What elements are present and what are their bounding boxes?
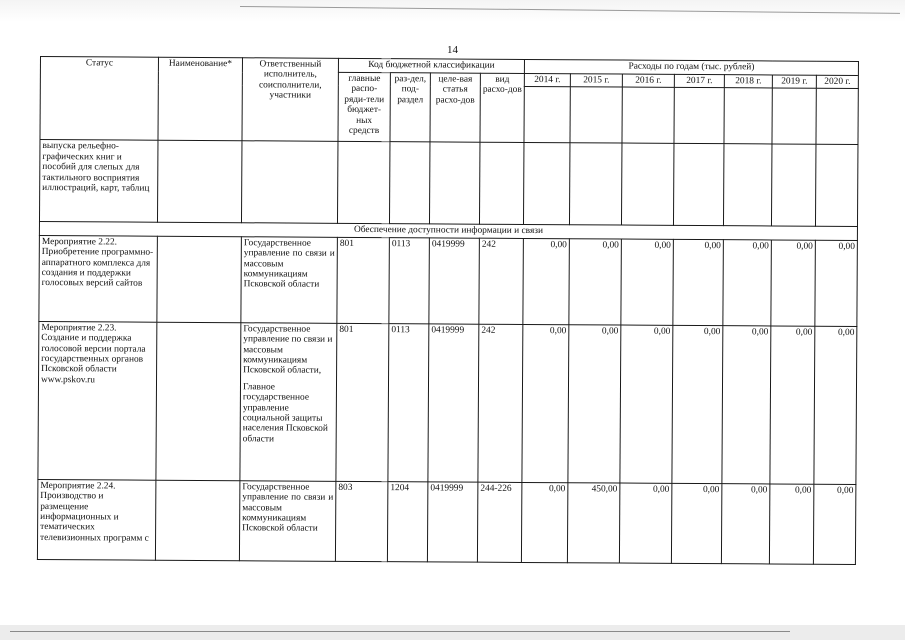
scan-bottom-line bbox=[10, 631, 790, 632]
header-budget-code: Код бюджетной классификации bbox=[338, 58, 524, 73]
value-cell: 0,00 bbox=[769, 484, 813, 564]
empty-cell bbox=[673, 144, 723, 226]
chief-code: 803 bbox=[335, 481, 387, 561]
empty-cell bbox=[621, 143, 673, 225]
value-cell: 0,00 bbox=[814, 326, 857, 484]
value-cell: 0,00 bbox=[568, 325, 621, 483]
table-row bbox=[38, 321, 857, 484]
header-chief: главные распо-ряди-тели бюджет-ных средств bbox=[338, 72, 390, 142]
value-cell: 0,00 bbox=[723, 239, 772, 325]
co-executor-text: Главное государственное управление социальной защиты населения Псковской области bbox=[242, 382, 328, 445]
target-code: 0419999 bbox=[428, 324, 479, 482]
value-cell: 0,00 bbox=[620, 325, 673, 483]
type-code: 242 bbox=[479, 238, 524, 324]
value-cell: 0,00 bbox=[721, 483, 769, 563]
status-cell: Мероприятие 2.22. Приобретение программно-аппаратного комплекса для создания и поддержки голосовых версий сайтов bbox=[39, 235, 158, 322]
header-expenses: Расходы по годам (тыс. рублей) bbox=[524, 59, 858, 75]
value-cell: 0,00 bbox=[722, 325, 771, 483]
value-cell: 0,00 bbox=[672, 325, 723, 483]
header-type: вид расхо-дов bbox=[480, 73, 524, 143]
header-year: 2014 г. bbox=[524, 73, 570, 87]
table-row bbox=[39, 235, 858, 326]
executor-text: Государственное управление по связи и массовым коммуникациям Псковской области, bbox=[243, 324, 333, 377]
value-cell: 0,00 bbox=[770, 326, 815, 484]
value-cell: 0,00 bbox=[523, 238, 570, 324]
section-code: 0113 bbox=[388, 323, 429, 481]
header-executor: Ответственный исполнитель, соисполнители, участники bbox=[242, 58, 339, 142]
header-year-empty bbox=[816, 89, 858, 145]
value-cell: 0,00 bbox=[671, 483, 721, 563]
name-cell bbox=[155, 480, 239, 561]
section-code: 0113 bbox=[389, 237, 430, 323]
empty-cell bbox=[479, 143, 524, 225]
header-year: 2015 г. bbox=[570, 74, 622, 88]
header-year: 2018 г. bbox=[724, 75, 772, 89]
header-year-empty bbox=[772, 88, 816, 144]
header-section: раз-дел, под-раздел bbox=[390, 73, 430, 143]
table-wrapper bbox=[37, 56, 859, 565]
header-target: целе-вая статья расхо-дов bbox=[430, 73, 480, 143]
page-number: 14 bbox=[447, 44, 458, 56]
empty-cell bbox=[429, 142, 479, 224]
value-cell: 0,00 bbox=[673, 239, 724, 325]
header-year-empty bbox=[570, 87, 622, 143]
value-cell: 0,00 bbox=[621, 239, 674, 325]
value-cell: 0,00 bbox=[813, 484, 856, 564]
executor-cell: Государственное управление по связи и массовым коммуникациям Псковской области bbox=[241, 237, 338, 324]
empty-cell bbox=[569, 143, 621, 225]
header-year: 2020 г. bbox=[816, 75, 858, 89]
chief-code: 801 bbox=[337, 237, 390, 323]
table-row bbox=[39, 140, 858, 227]
value-cell: 0,00 bbox=[522, 324, 569, 482]
name-cell bbox=[157, 236, 242, 323]
header-year: 2016 г. bbox=[622, 74, 674, 88]
header-year-empty bbox=[674, 88, 724, 144]
empty-cell bbox=[815, 145, 858, 227]
status-cell: выпуска рельефно-графических книг и пособий для слепых для тактильного восприятия иллюстраций, карт, таблиц bbox=[39, 140, 157, 223]
value-cell: 0,00 bbox=[771, 240, 816, 326]
type-code: 244-226 bbox=[477, 482, 522, 562]
empty-cell bbox=[389, 142, 430, 224]
header-year-empty bbox=[622, 87, 674, 143]
empty-cell bbox=[157, 141, 241, 224]
type-code: 242 bbox=[478, 324, 523, 482]
name-cell bbox=[156, 322, 241, 481]
value-cell: 0,00 bbox=[569, 239, 622, 325]
header-year: 2017 г. bbox=[674, 74, 724, 88]
header-name: Наименование* bbox=[158, 57, 243, 141]
chief-code: 801 bbox=[336, 323, 389, 481]
value-cell: 0,00 bbox=[521, 482, 567, 562]
empty-cell bbox=[771, 144, 816, 226]
header-year-empty bbox=[724, 88, 772, 144]
empty-cell bbox=[523, 143, 570, 225]
empty-cell bbox=[337, 142, 389, 224]
executor-cell bbox=[240, 323, 337, 482]
header-year-empty bbox=[524, 87, 570, 143]
target-code: 0419999 bbox=[429, 238, 480, 324]
header-status: Статус bbox=[40, 57, 159, 141]
table-row bbox=[37, 479, 856, 564]
section-code: 1204 bbox=[387, 481, 427, 561]
empty-cell bbox=[241, 141, 337, 224]
value-cell: 450,00 bbox=[567, 483, 619, 563]
empty-cell bbox=[723, 144, 772, 226]
section-title: Обеспечение доступности информации и связи bbox=[39, 222, 857, 240]
scan-bottom-shadow bbox=[0, 625, 905, 640]
budget-table bbox=[37, 56, 859, 565]
executor-cell: Государственное управление по связи и массовым коммуникациям Псковской области bbox=[239, 481, 335, 562]
status-cell: Мероприятие 2.23. Создание и поддержка голосовой версии портала государственных органов Псковской области www.pskov.ru bbox=[38, 321, 157, 480]
value-cell: 0,00 bbox=[815, 240, 858, 326]
header-year: 2019 г. bbox=[772, 75, 816, 89]
target-code: 0419999 bbox=[427, 482, 477, 562]
value-cell: 0,00 bbox=[619, 483, 671, 563]
status-cell: Мероприятие 2.24. Производство и размещение информационных и тематических телевизионных программ с bbox=[37, 479, 155, 560]
